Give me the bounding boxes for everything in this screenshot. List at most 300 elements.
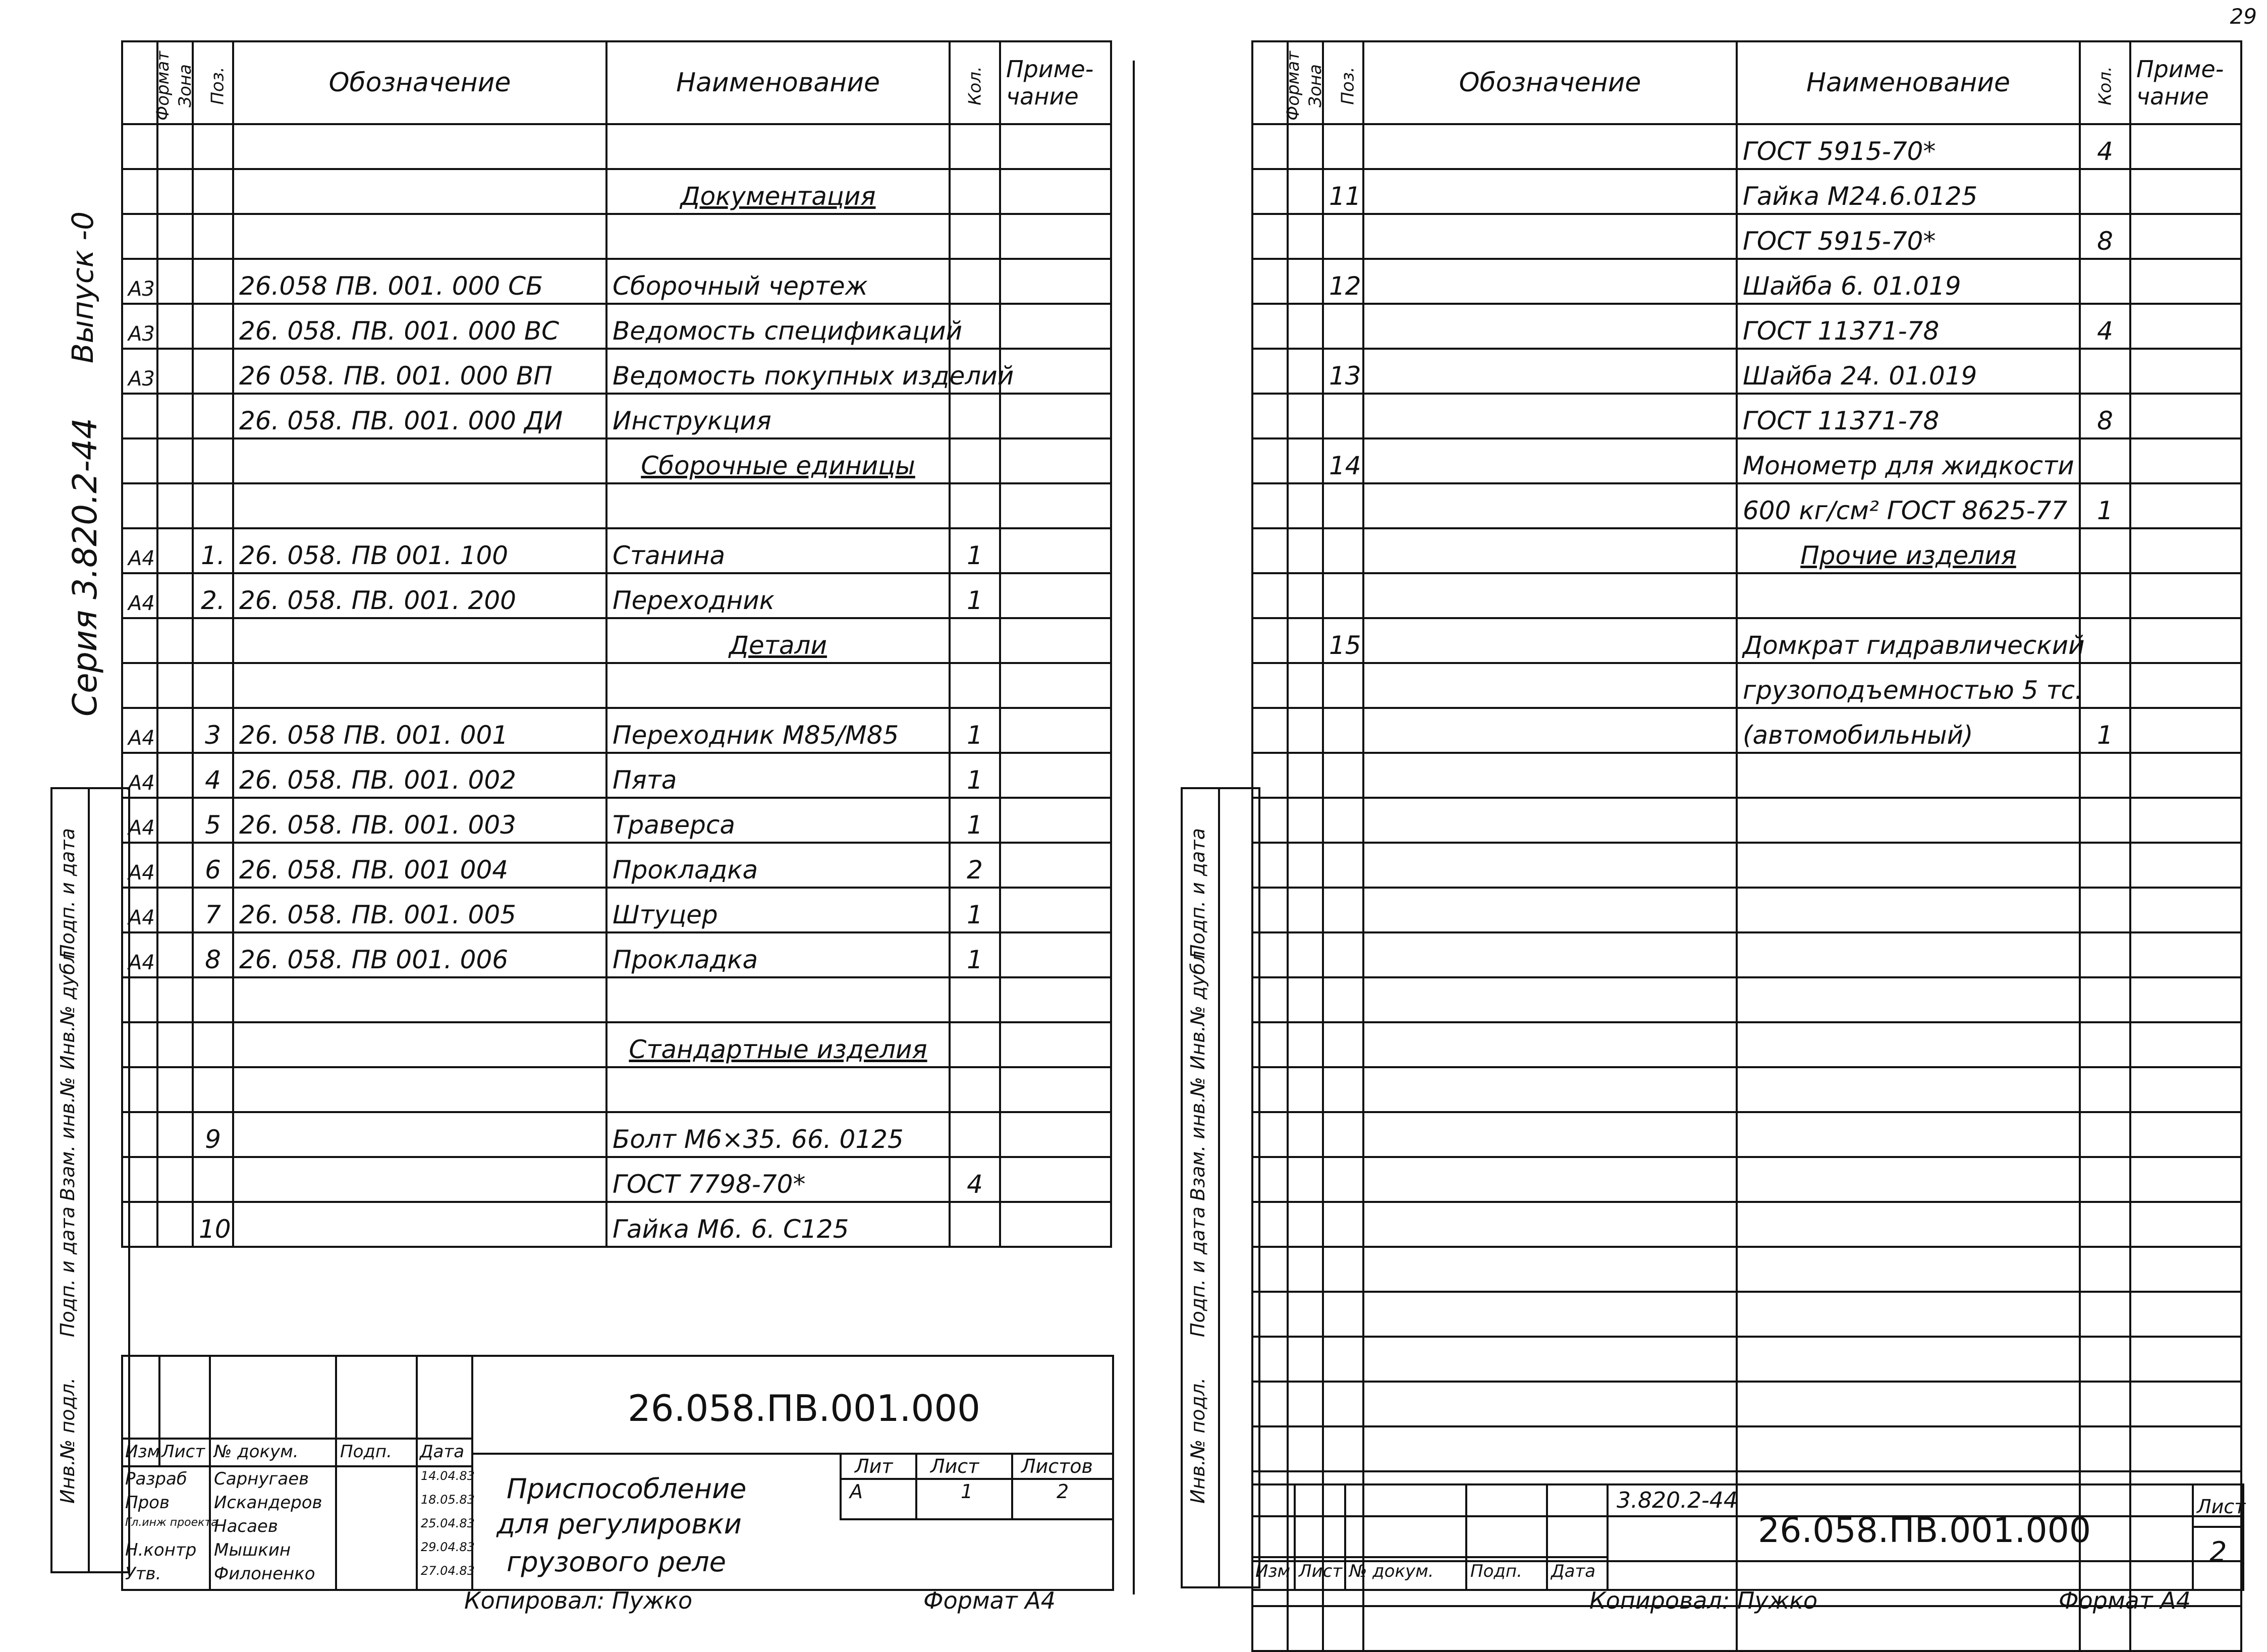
table-row bbox=[122, 843, 1111, 888]
name-cell: Переходник bbox=[606, 573, 950, 618]
sheet-label: Лист bbox=[930, 1455, 979, 1477]
note-cell bbox=[2130, 528, 2241, 573]
side-field-label: Подп. и дата bbox=[57, 828, 79, 959]
pos-cell bbox=[1323, 1382, 1363, 1426]
format-cell bbox=[122, 618, 157, 663]
name-cell bbox=[1737, 798, 2080, 843]
name-cell bbox=[1737, 843, 2080, 888]
designation-cell bbox=[1363, 438, 1737, 483]
sheets-label: Листов bbox=[1021, 1455, 1093, 1477]
zone-cell bbox=[1288, 259, 1323, 304]
note-cell bbox=[2130, 798, 2241, 843]
designation-cell: 26. 058. ПВ. 001. 005 bbox=[233, 888, 606, 932]
table-row bbox=[122, 1022, 1111, 1067]
zone-cell bbox=[157, 618, 193, 663]
side-field-label: Инв.№ подл. bbox=[1187, 1377, 1209, 1504]
designation-cell bbox=[1363, 618, 1737, 663]
left-sheet bbox=[0, 0, 1125, 1612]
designation-cell bbox=[233, 124, 606, 169]
table-row bbox=[1252, 304, 2241, 349]
designation-cell bbox=[233, 438, 606, 483]
zone-cell bbox=[1288, 977, 1323, 1022]
qty-cell bbox=[950, 977, 1000, 1022]
format-cell bbox=[122, 1022, 157, 1067]
designation-cell bbox=[1363, 483, 1737, 528]
pos-cell bbox=[1323, 888, 1363, 932]
qty-cell bbox=[950, 483, 1000, 528]
pos-cell bbox=[1323, 1022, 1363, 1067]
note-header: Приме- чание bbox=[1000, 41, 1111, 124]
qty-cell bbox=[2080, 1022, 2130, 1067]
signatory-name: Филоненко bbox=[214, 1564, 315, 1584]
right-doc-number: 26.058.ПВ.001.000 bbox=[1758, 1511, 2091, 1551]
designation-cell bbox=[1363, 888, 1737, 932]
name-cell: Штуцер bbox=[606, 888, 950, 932]
format-cell bbox=[122, 663, 157, 708]
note-cell bbox=[2130, 573, 2241, 618]
zone-cell bbox=[1288, 214, 1323, 259]
designation-cell bbox=[1363, 708, 1737, 753]
right-sheet-value: 2 bbox=[2209, 1536, 2227, 1568]
zone-cell bbox=[1288, 932, 1323, 977]
pos-cell: 8 bbox=[193, 932, 233, 977]
designation-cell bbox=[1363, 1292, 1737, 1337]
zone-cell bbox=[157, 438, 193, 483]
note-cell bbox=[2130, 1292, 2241, 1337]
qty-cell bbox=[950, 1112, 1000, 1157]
note-cell bbox=[2130, 1337, 2241, 1382]
table-row bbox=[1252, 483, 2241, 528]
qty-cell bbox=[2080, 932, 2130, 977]
name-cell: (автомобильный) bbox=[1737, 708, 2080, 753]
name-cell bbox=[606, 977, 950, 1022]
designation-cell bbox=[1363, 349, 1737, 394]
pos-cell bbox=[193, 169, 233, 214]
note-cell bbox=[2130, 349, 2241, 394]
zone-cell bbox=[1288, 438, 1323, 483]
note-cell bbox=[1000, 1112, 1111, 1157]
designation-cell bbox=[1363, 214, 1737, 259]
pos-cell bbox=[1323, 932, 1363, 977]
note-cell bbox=[2130, 708, 2241, 753]
note-cell bbox=[2130, 1022, 2241, 1067]
name-cell: ГОСТ 5915-70* bbox=[1737, 214, 2080, 259]
zone-cell bbox=[1288, 1157, 1323, 1202]
pos-cell bbox=[1323, 304, 1363, 349]
table-row bbox=[1252, 394, 2241, 438]
zone-cell bbox=[1288, 1337, 1323, 1382]
designation-cell: 26 058. ПВ. 001. 000 ВП bbox=[233, 349, 606, 394]
qty-cell bbox=[2080, 528, 2130, 573]
name-cell: Инструкция bbox=[606, 394, 950, 438]
pos-cell bbox=[193, 349, 233, 394]
qty-cell: 4 bbox=[2080, 304, 2130, 349]
table-row bbox=[122, 798, 1111, 843]
qty-cell: 1 bbox=[950, 573, 1000, 618]
note-cell bbox=[1000, 1067, 1111, 1112]
note-cell bbox=[1000, 753, 1111, 798]
pos-header: Поз. bbox=[193, 41, 233, 124]
format-cell: А4 bbox=[122, 932, 157, 977]
table-row bbox=[1252, 798, 2241, 843]
qty-cell bbox=[2080, 1112, 2130, 1157]
designation-cell bbox=[1363, 843, 1737, 888]
format-cell bbox=[1252, 528, 1288, 573]
note-cell bbox=[2130, 1157, 2241, 1202]
table-row bbox=[122, 1067, 1111, 1112]
qty-cell bbox=[2080, 1382, 2130, 1426]
table-row bbox=[122, 214, 1111, 259]
sheet-separator bbox=[1133, 61, 1135, 1594]
name-cell bbox=[1737, 1022, 2080, 1067]
designation-cell bbox=[1363, 1067, 1737, 1112]
side-field-label: Подп. и дата bbox=[1187, 1206, 1209, 1337]
title-block-col-head: Лист bbox=[161, 1442, 205, 1462]
zone-cell bbox=[157, 843, 193, 888]
pos-cell: 2. bbox=[193, 573, 233, 618]
name-cell bbox=[1737, 753, 2080, 798]
qty-cell bbox=[950, 663, 1000, 708]
qty-cell: 1 bbox=[950, 528, 1000, 573]
table-row bbox=[122, 708, 1111, 753]
qty-cell bbox=[950, 1022, 1000, 1067]
table-row bbox=[122, 1202, 1111, 1247]
designation-cell bbox=[233, 1112, 606, 1157]
zone-cell bbox=[1288, 349, 1323, 394]
designation-cell bbox=[1363, 169, 1737, 214]
title-block-col-head: Изм bbox=[125, 1442, 160, 1462]
note-cell bbox=[1000, 663, 1111, 708]
designation-cell: 26. 058. ПВ. 001. 003 bbox=[233, 798, 606, 843]
zone-cell bbox=[157, 394, 193, 438]
table-row bbox=[1252, 1292, 2241, 1337]
note-cell bbox=[2130, 169, 2241, 214]
table-row bbox=[122, 573, 1111, 618]
note-cell bbox=[1000, 483, 1111, 528]
right-title-block bbox=[1251, 1483, 2244, 1591]
name-cell: Пята bbox=[606, 753, 950, 798]
zone-cell bbox=[157, 259, 193, 304]
zone-cell bbox=[157, 977, 193, 1022]
zone-cell bbox=[157, 753, 193, 798]
title-block-col-head: Лист bbox=[1299, 1561, 1343, 1581]
qty-cell: 8 bbox=[2080, 214, 2130, 259]
qty-cell bbox=[2080, 663, 2130, 708]
qty-cell: 1 bbox=[950, 798, 1000, 843]
qty-cell bbox=[2080, 1292, 2130, 1337]
note-cell bbox=[1000, 169, 1111, 214]
zone-cell bbox=[1288, 843, 1323, 888]
name-header: Наименование bbox=[606, 41, 950, 124]
qty-cell bbox=[2080, 438, 2130, 483]
table-row bbox=[1252, 438, 2241, 483]
note-cell bbox=[1000, 124, 1111, 169]
pos-cell: 11 bbox=[1323, 169, 1363, 214]
format-cell bbox=[1252, 1606, 1288, 1651]
note-cell bbox=[2130, 977, 2241, 1022]
designation-header: Обозначение bbox=[233, 41, 606, 124]
signatory-name: Искандеров bbox=[214, 1493, 322, 1513]
zone-cell bbox=[1288, 1202, 1323, 1247]
format-header: Формат bbox=[1252, 41, 1288, 124]
pos-cell bbox=[193, 1157, 233, 1202]
qty-cell: 1 bbox=[950, 888, 1000, 932]
qty-cell bbox=[2080, 843, 2130, 888]
name-cell: Ведомость покупных изделий bbox=[606, 349, 950, 394]
name-cell bbox=[1737, 932, 2080, 977]
table-row bbox=[122, 394, 1111, 438]
name-cell bbox=[1737, 1112, 2080, 1157]
designation-cell bbox=[1363, 124, 1737, 169]
qty-cell: 1 bbox=[2080, 483, 2130, 528]
designation-cell bbox=[1363, 1426, 1737, 1471]
zone-cell bbox=[1288, 618, 1323, 663]
right-header-row bbox=[1252, 41, 2241, 124]
zone-cell bbox=[157, 483, 193, 528]
pos-cell: 5 bbox=[193, 798, 233, 843]
sheet-value: 1 bbox=[961, 1480, 973, 1503]
designation-cell bbox=[1363, 753, 1737, 798]
format-cell bbox=[1252, 214, 1288, 259]
designation-cell: 26. 058. ПВ 001. 006 bbox=[233, 932, 606, 977]
qty-cell bbox=[950, 438, 1000, 483]
pos-cell bbox=[193, 977, 233, 1022]
table-row bbox=[122, 888, 1111, 932]
pos-cell: 1. bbox=[193, 528, 233, 573]
table-row bbox=[1252, 1157, 2241, 1202]
format-cell bbox=[1252, 1067, 1288, 1112]
section-heading: Прочие изделия bbox=[1737, 528, 2080, 573]
zone-header: Зона bbox=[1288, 41, 1323, 124]
side-field-label: Взам. инв.№ bbox=[57, 1077, 79, 1201]
zone-cell bbox=[157, 663, 193, 708]
name-cell bbox=[1737, 1382, 2080, 1426]
pos-header: Поз. bbox=[1323, 41, 1363, 124]
pos-cell bbox=[1323, 1337, 1363, 1382]
zone-cell bbox=[1288, 1606, 1323, 1651]
format-cell bbox=[1252, 753, 1288, 798]
qty-cell bbox=[950, 394, 1000, 438]
designation-cell bbox=[1363, 1157, 1737, 1202]
section-heading: Документация bbox=[606, 169, 950, 214]
pos-cell bbox=[1323, 528, 1363, 573]
section-heading: Стандартные изделия bbox=[606, 1022, 950, 1067]
name-cell bbox=[1737, 1292, 2080, 1337]
zone-cell bbox=[1288, 1247, 1323, 1292]
note-cell bbox=[2130, 1067, 2241, 1112]
lit-value: А bbox=[850, 1480, 863, 1503]
designation-cell bbox=[233, 1067, 606, 1112]
qty-cell bbox=[2080, 977, 2130, 1022]
pos-cell bbox=[1323, 1202, 1363, 1247]
designation-cell: 26. 058. ПВ. 001 004 bbox=[233, 843, 606, 888]
designation-cell bbox=[1363, 663, 1737, 708]
title-block-col-head: Дата bbox=[1551, 1561, 1596, 1581]
designation-cell bbox=[1363, 977, 1737, 1022]
note-cell bbox=[2130, 124, 2241, 169]
designation-cell bbox=[1363, 1247, 1737, 1292]
name-cell bbox=[606, 214, 950, 259]
pos-cell bbox=[1323, 1292, 1363, 1337]
designation-cell bbox=[1363, 1337, 1737, 1382]
qty-cell: 1 bbox=[950, 932, 1000, 977]
designation-cell bbox=[1363, 573, 1737, 618]
name-cell bbox=[1737, 888, 2080, 932]
qty-header: Кол. bbox=[2080, 41, 2130, 124]
format-cell bbox=[1252, 888, 1288, 932]
table-row bbox=[1252, 843, 2241, 888]
name-cell bbox=[1737, 1067, 2080, 1112]
zone-cell bbox=[157, 169, 193, 214]
qty-cell bbox=[2080, 1067, 2130, 1112]
note-cell bbox=[1000, 888, 1111, 932]
note-cell bbox=[1000, 1157, 1111, 1202]
zone-cell bbox=[1288, 753, 1323, 798]
designation-cell bbox=[233, 214, 606, 259]
note-cell bbox=[2130, 1382, 2241, 1426]
note-cell bbox=[1000, 1022, 1111, 1067]
pos-cell bbox=[193, 259, 233, 304]
side-field-label: Инв.№ подл. bbox=[57, 1377, 79, 1504]
table-row bbox=[1252, 349, 2241, 394]
name-cell: Траверса bbox=[606, 798, 950, 843]
note-cell bbox=[2130, 438, 2241, 483]
note-cell bbox=[2130, 618, 2241, 663]
qty-cell bbox=[950, 1202, 1000, 1247]
note-cell bbox=[1000, 977, 1111, 1022]
pos-cell bbox=[193, 304, 233, 349]
pos-cell bbox=[1323, 214, 1363, 259]
format-cell bbox=[122, 124, 157, 169]
zone-cell bbox=[1288, 1022, 1323, 1067]
zone-cell bbox=[157, 1157, 193, 1202]
name-cell: Монометр для жидкости bbox=[1737, 438, 2080, 483]
table-row bbox=[1252, 259, 2241, 304]
table-row bbox=[1252, 124, 2241, 169]
zone-cell bbox=[157, 798, 193, 843]
section-heading: Детали bbox=[606, 618, 950, 663]
designation-cell bbox=[1363, 1022, 1737, 1067]
name-cell bbox=[606, 1067, 950, 1112]
designation-cell bbox=[233, 618, 606, 663]
designation-cell: 26.058 ПВ. 001. 000 СБ bbox=[233, 259, 606, 304]
role-label: Разраб bbox=[125, 1469, 187, 1489]
format-cell bbox=[1252, 977, 1288, 1022]
designation-cell bbox=[233, 169, 606, 214]
name-cell: 600 кг/см² ГОСТ 8625-77 bbox=[1737, 483, 2080, 528]
qty-cell bbox=[950, 124, 1000, 169]
pos-cell bbox=[1323, 753, 1363, 798]
zone-cell bbox=[157, 888, 193, 932]
left-spec-table bbox=[121, 40, 1112, 1248]
name-cell: Домкрат гидравлический bbox=[1737, 618, 2080, 663]
table-row bbox=[1252, 753, 2241, 798]
zone-cell bbox=[157, 1202, 193, 1247]
qty-cell: 1 bbox=[950, 753, 1000, 798]
table-row bbox=[1252, 1247, 2241, 1292]
zone-cell bbox=[157, 1022, 193, 1067]
format-cell bbox=[122, 1157, 157, 1202]
pos-cell bbox=[1323, 798, 1363, 843]
format-cell: А4 bbox=[122, 528, 157, 573]
title-block-col-head: Дата bbox=[420, 1442, 465, 1462]
note-cell bbox=[1000, 843, 1111, 888]
note-cell bbox=[2130, 394, 2241, 438]
name-header: Наименование bbox=[1737, 41, 2080, 124]
pos-cell bbox=[1323, 663, 1363, 708]
zone-cell bbox=[1288, 483, 1323, 528]
note-header: Приме- чание bbox=[2130, 41, 2241, 124]
qty-cell bbox=[2080, 1202, 2130, 1247]
designation-cell bbox=[1363, 798, 1737, 843]
format-cell: А3 bbox=[122, 304, 157, 349]
qty-cell: 4 bbox=[2080, 124, 2130, 169]
name-cell bbox=[1737, 1157, 2080, 1202]
zone-cell bbox=[1288, 573, 1323, 618]
role-label: Утв. bbox=[125, 1564, 161, 1584]
qty-cell bbox=[2080, 1426, 2130, 1471]
table-row bbox=[1252, 708, 2241, 753]
qty-cell bbox=[2080, 169, 2130, 214]
pos-cell bbox=[1323, 394, 1363, 438]
table-row bbox=[122, 483, 1111, 528]
table-row bbox=[1252, 663, 2241, 708]
pos-cell bbox=[1323, 1157, 1363, 1202]
sign-date: 18.05.83 bbox=[421, 1493, 475, 1507]
format-cell: А4 bbox=[122, 708, 157, 753]
sign-date: 27.04.83 bbox=[421, 1564, 475, 1578]
note-cell bbox=[2130, 888, 2241, 932]
table-row bbox=[1252, 1426, 2241, 1471]
role-label: Н.контр bbox=[125, 1540, 197, 1560]
side-field-label: Подп. и дата bbox=[1187, 828, 1209, 959]
designation-cell: 26. 058. ПВ 001. 100 bbox=[233, 528, 606, 573]
pos-cell: 4 bbox=[193, 753, 233, 798]
table-row bbox=[1252, 1112, 2241, 1157]
pos-cell: 14 bbox=[1323, 438, 1363, 483]
zone-cell bbox=[1288, 888, 1323, 932]
name-cell: Шайба 6. 01.019 bbox=[1737, 259, 2080, 304]
name-cell: Ведомость спецификаций bbox=[606, 304, 950, 349]
zone-cell bbox=[157, 349, 193, 394]
note-cell bbox=[1000, 304, 1111, 349]
left-footer-format: Формат А4 bbox=[923, 1587, 1056, 1614]
format-cell bbox=[122, 1202, 157, 1247]
pos-cell: 3 bbox=[193, 708, 233, 753]
side-field-label: Инв.№ дубл. bbox=[1187, 945, 1209, 1070]
table-row bbox=[1252, 1382, 2241, 1426]
title-block-col-head: Подп. bbox=[1470, 1561, 1522, 1581]
side-field-label: Инв.№ дубл. bbox=[57, 945, 79, 1070]
qty-cell bbox=[2080, 798, 2130, 843]
note-cell bbox=[1000, 528, 1111, 573]
table-row bbox=[122, 932, 1111, 977]
qty-cell bbox=[2080, 753, 2130, 798]
format-cell bbox=[1252, 843, 1288, 888]
qty-cell bbox=[950, 169, 1000, 214]
table-row bbox=[1252, 932, 2241, 977]
zone-cell bbox=[1288, 798, 1323, 843]
table-row bbox=[1252, 1067, 2241, 1112]
side-field-label: Подп. и дата bbox=[57, 1206, 79, 1337]
name-cell bbox=[1737, 573, 2080, 618]
format-cell bbox=[1252, 1292, 1288, 1337]
qty-cell bbox=[950, 1067, 1000, 1112]
name-cell: ГОСТ 7798-70* bbox=[606, 1157, 950, 1202]
note-cell bbox=[1000, 708, 1111, 753]
name-cell bbox=[1737, 1337, 2080, 1382]
format-cell bbox=[122, 483, 157, 528]
